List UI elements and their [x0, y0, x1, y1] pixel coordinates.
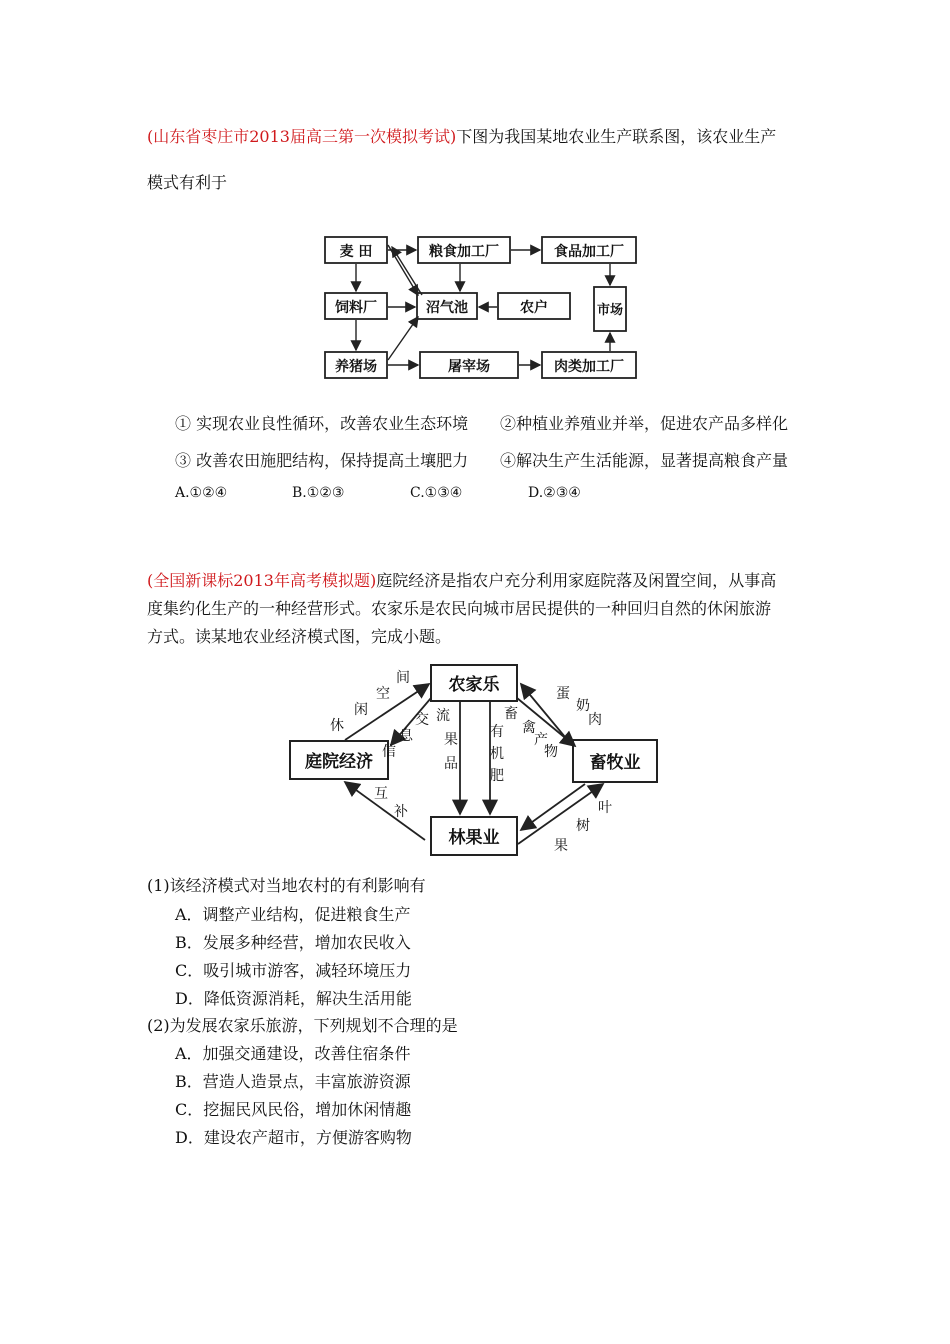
box-label: 肉类加工厂: [554, 359, 624, 375]
q1-option-3: ③ 改善农田施肥结构，保持提高土壤肥力: [175, 451, 469, 470]
q2-stem-line1: [147, 568, 776, 591]
q1-choice-b: B.①②③: [292, 485, 345, 501]
q1-choice-d: D.②③④: [528, 485, 581, 501]
q2-stem-text: 庭院经济是指农户充分利用家庭院落及闲置空间，从事高: [376, 571, 777, 590]
flow-label: 肥: [490, 768, 504, 784]
box-label: 粮食加工厂: [429, 244, 499, 260]
flow-label: 品: [444, 756, 458, 772]
q2-agri-economy-diagram: [285, 660, 665, 860]
flow-label: 互: [374, 786, 388, 802]
flow-label: 闲: [354, 702, 368, 718]
flow-label: 休: [330, 718, 344, 734]
q2-sub2-option-a: A．加强交通建设，改善住宿条件: [175, 1044, 411, 1063]
box-label: 麦 田: [339, 244, 373, 260]
flow-label: 禽: [522, 720, 536, 736]
flow-label: 空: [376, 686, 390, 702]
flow-label: 交: [415, 712, 429, 728]
q2-sub2-option-c: C．挖掘民风民俗，增加休闲情趣: [175, 1100, 412, 1119]
flow-label: 机: [490, 746, 504, 762]
q1-stem-line2: 模式有利于: [147, 173, 228, 192]
q1-stem-text: 下图为我国某地农业生产联系图，该农业生产: [456, 127, 777, 146]
flow-label: 补: [394, 804, 408, 820]
box-label: 饲料厂: [335, 300, 377, 316]
flow-label: 果: [444, 732, 458, 748]
flow-label: 树: [576, 818, 590, 834]
q1-agri-production-diagram: [310, 225, 650, 390]
box-label: 畜牧业: [589, 753, 641, 773]
box-label: 养猪场: [335, 359, 377, 375]
q2-sub1-option-b: B．发展多种经营，增加农民收入: [175, 933, 411, 952]
box-label: 食品加工厂: [554, 244, 624, 260]
q2-stem-line3: 方式。读某地农业经济模式图，完成小题。: [147, 627, 452, 646]
box-label: 市场: [596, 303, 624, 318]
flow-label: 流: [436, 708, 450, 724]
q2-sub2-prompt: (2)为发展农家乐旅游，下列规划不合理的是: [147, 1016, 458, 1035]
box-label: 庭院经济: [305, 752, 373, 772]
q1-option-1: ① 实现农业良性循环，改善农业生态环境: [175, 414, 469, 433]
q2-sub1-option-d: D．降低资源消耗，解决生活用能: [175, 989, 412, 1008]
box-label: 农家乐: [448, 675, 500, 695]
q2-sub2-option-b: B．营造人造景点，丰富旅游资源: [175, 1072, 411, 1091]
flow-label: 信: [382, 744, 396, 760]
flow-label: 物: [544, 744, 558, 760]
q1-choice-a: A.①②④: [175, 485, 228, 501]
q2-stem-line2: 度集约化生产的一种经营形式。农家乐是农民向城市居民提供的一种回归自然的休闲旅游: [147, 599, 772, 618]
q2-sub1-option-a: A．调整产业结构，促进粮食生产: [175, 905, 411, 924]
box-label: 农户: [520, 300, 548, 316]
flow-label: 产: [534, 732, 548, 748]
q2-source: (全国新课标2013年高考模拟题): [147, 571, 377, 590]
q2-sub1-option-c: C．吸引城市游客，减轻环境压力: [175, 961, 412, 980]
q1-option-4: ④解决生产生活能源，显著提高粮食产量: [500, 451, 789, 470]
q1-source: (山东省枣庄市2013届高三第一次模拟考试): [147, 127, 457, 146]
flow-label: 息: [399, 728, 413, 744]
box-label: 屠宰场: [448, 359, 490, 375]
flow-label: 畜: [504, 706, 518, 722]
flow-label: 奶: [576, 698, 590, 714]
q2-sub2-option-d: D．建设农产超市，方便游客购物: [175, 1128, 412, 1147]
box-label: 沼气池: [426, 300, 468, 316]
flow-label: 肉: [588, 712, 602, 728]
q1-choice-c: C.①③④: [410, 485, 463, 501]
flow-label: 有: [490, 724, 504, 740]
flow-label: 叶: [598, 800, 612, 816]
flow-label: 蛋: [556, 686, 570, 702]
q1-stem-line1: [147, 124, 776, 147]
q1-option-2: ②种植业养殖业并举，促进农产品多样化: [500, 414, 789, 433]
flow-label: 果: [554, 838, 568, 854]
flow-label: 间: [396, 670, 410, 686]
q2-sub1-prompt: (1)该经济模式对当地农村的有利影响有: [147, 876, 426, 895]
box-label: 林果业: [448, 828, 500, 848]
